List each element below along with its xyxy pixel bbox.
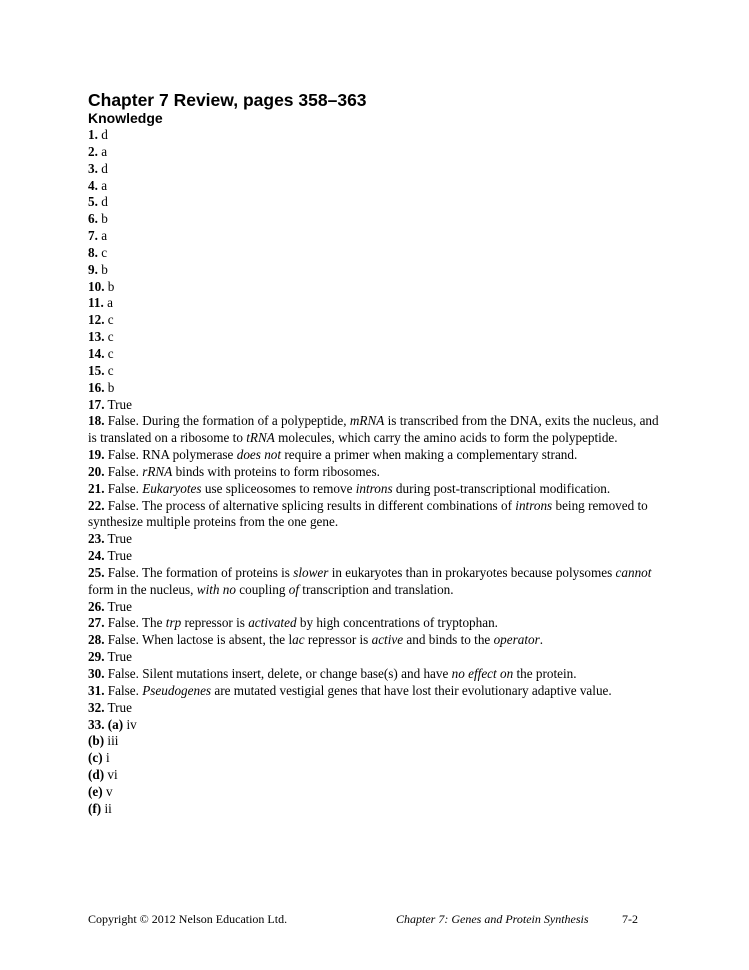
answer-text-italic: of [288, 581, 299, 597]
answer-item [88, 178, 668, 195]
answer-text: vi [104, 767, 118, 783]
answer-text: True [104, 396, 132, 412]
answer-number: 5. [88, 194, 98, 210]
answer-number: 7. [88, 228, 98, 244]
answer-text: transcription and translation. [299, 581, 454, 597]
answer-number: 3. [88, 160, 98, 176]
answer-item [88, 464, 668, 481]
answer-text: and binds to the [403, 632, 494, 648]
answer-text: c [104, 362, 114, 378]
answer-text: i [102, 750, 110, 766]
answer-item [88, 363, 668, 380]
page-title: Chapter 7 Review, pages 358–363 [88, 90, 367, 110]
answer-number: 10. [88, 278, 105, 294]
answer-number: 11. [88, 295, 104, 311]
answer-text: require a primer when making a complementary strand. [281, 447, 578, 463]
answer-text: False. The process of alternative splicing results in different combinations of [104, 497, 516, 513]
answer-item [88, 632, 668, 649]
answer-number: 16. [88, 379, 105, 395]
answer-item [88, 733, 668, 750]
answer-text: repressor is [304, 632, 372, 648]
footer-copyright: Copyright © 2012 Nelson Education Ltd. [88, 912, 288, 926]
answer-item [88, 413, 668, 447]
answer-item [88, 144, 668, 161]
answer-text: v [102, 783, 113, 799]
answer-text: True [104, 598, 132, 614]
answer-item [88, 447, 668, 464]
answer-text-italic: Eukaryotes [142, 480, 202, 496]
answer-item [88, 700, 668, 717]
answer-item [88, 380, 668, 397]
answer-text-italic: introns [515, 497, 553, 513]
footer-chapter: Chapter 7: Genes and Protein Synthesis [396, 912, 589, 926]
answer-text-italic: no effect on [451, 666, 514, 681]
answer-text: d [97, 194, 108, 210]
answer-text: a [103, 295, 113, 311]
answer-text-italic: activated [248, 615, 297, 631]
answer-text-italic: operator [493, 632, 540, 648]
answer-number: 4. [88, 177, 98, 193]
answer-number: (f) [88, 800, 102, 816]
answer-text: molecules, which carry the amino acids to form the polypeptide. [274, 430, 618, 446]
answer-item [88, 683, 668, 700]
answer-item [88, 161, 668, 178]
answer-number: 6. [88, 211, 98, 227]
answer-number: 25. [88, 564, 105, 580]
answer-item [88, 750, 668, 767]
answer-text: during post-transcriptional modification. [392, 480, 611, 496]
answer-item [88, 228, 668, 245]
answer-text: False. The formation of proteins is [104, 564, 294, 580]
answer-item [88, 784, 668, 801]
answer-item [88, 329, 668, 346]
answer-item [88, 346, 668, 363]
answer-text-italic: trp [165, 615, 182, 631]
section-heading: Knowledge [88, 110, 163, 126]
answer-text: False. The [104, 615, 166, 631]
answer-item [88, 531, 668, 548]
answer-text: True [104, 699, 132, 715]
answer-number: 27. [88, 615, 105, 631]
answer-text: a [97, 228, 108, 244]
answer-number: 14. [88, 345, 105, 361]
answer-number: 22. [88, 497, 105, 513]
answer-text: in eukaryotes than in prokaryotes because polysomes [328, 564, 616, 580]
answer-text: . [539, 632, 544, 648]
answer-text-italic: mRNA [349, 413, 385, 429]
answer-item [88, 666, 668, 683]
answer-text: d [97, 127, 108, 142]
answer-number: 26. [88, 598, 105, 614]
answer-item [88, 211, 668, 228]
answer-number: 33. (a) [88, 716, 124, 732]
answer-text-italic: slower [293, 564, 329, 580]
answer-item [88, 717, 668, 734]
answer-item [88, 801, 668, 818]
answer-item [88, 312, 668, 329]
answer-item [88, 279, 668, 296]
answer-item [88, 127, 668, 144]
answer-text: False. When lactose is absent, the l [104, 632, 293, 648]
answer-text: repressor is [181, 615, 249, 631]
answer-list [88, 127, 668, 818]
answer-text: is transcribed from the DNA, exits the nucleus, and is translated on a ribosome to [88, 413, 659, 446]
answer-text: are mutated vestigial genes that have lost their evolutionary adaptive value. [211, 682, 612, 698]
answer-number: 19. [88, 447, 105, 463]
answer-text: c [97, 244, 108, 260]
answer-number: (b) [88, 733, 105, 749]
answer-text-italic: active [371, 632, 404, 648]
answer-item [88, 481, 668, 498]
answer-number: 1. [88, 127, 98, 142]
answer-text: d [97, 160, 108, 176]
answer-item [88, 397, 668, 414]
answer-item [88, 245, 668, 262]
answer-number: (e) [88, 783, 103, 799]
answer-text: False. [104, 463, 143, 479]
answer-text: c [104, 345, 114, 361]
answer-item [88, 767, 668, 784]
answer-text: a [97, 143, 108, 159]
answer-text: being removed to synthesize multiple proteins from the one gene. [88, 497, 648, 530]
answer-text: b [104, 379, 115, 395]
answer-number: 29. [88, 649, 105, 665]
answer-number: 23. [88, 531, 105, 547]
answer-text: c [104, 329, 114, 345]
answer-item [88, 262, 668, 279]
answer-item [88, 295, 668, 312]
answer-text: False. During the formation of a polypeptide, [104, 413, 350, 429]
answer-text-italic: ac [292, 632, 305, 648]
answer-number: 21. [88, 480, 105, 496]
answer-text: iii [104, 733, 119, 749]
answer-text-italic: cannot [615, 564, 652, 580]
answer-text-italic: rRNA [142, 463, 173, 479]
answer-text-italic: Pseudogenes [142, 682, 212, 698]
answer-number: 15. [88, 362, 105, 378]
answer-text: binds with proteins to form ribosomes. [172, 463, 380, 479]
answer-text: True [104, 531, 132, 547]
answer-item [88, 649, 668, 666]
answer-text: a [97, 177, 108, 193]
answer-text-italic: tRNA [246, 430, 275, 446]
answer-text: by high concentrations of tryptophan. [296, 615, 498, 631]
answer-item [88, 615, 668, 632]
answer-text: True [104, 548, 132, 564]
answer-number: 9. [88, 261, 98, 277]
answer-item [88, 599, 668, 616]
answer-number: (d) [88, 767, 105, 783]
answer-number: (c) [88, 750, 103, 766]
answer-text: False. [104, 682, 143, 698]
answer-text: b [104, 278, 115, 294]
answer-text-italic: introns [355, 480, 393, 496]
answer-number: 18. [88, 413, 105, 429]
answer-number: 12. [88, 312, 105, 328]
answer-number: 17. [88, 396, 105, 412]
answer-text: b [97, 211, 108, 227]
answer-item [88, 498, 668, 532]
answer-text: coupling [235, 581, 289, 597]
answer-text: the protein. [513, 666, 577, 681]
answer-text-italic: with no [196, 581, 236, 597]
answer-number: 20. [88, 463, 105, 479]
answer-text: b [97, 261, 108, 277]
answer-number: 28. [88, 632, 105, 648]
answer-item [88, 565, 668, 599]
answer-number: 30. [88, 666, 105, 681]
answer-text: False. RNA polymerase [104, 447, 237, 463]
answer-item [88, 548, 668, 565]
answer-number: 32. [88, 699, 105, 715]
answer-number: 13. [88, 329, 105, 345]
answer-text: use spliceosomes to remove [201, 480, 356, 496]
answer-text: True [104, 649, 132, 665]
answer-number: 31. [88, 682, 105, 698]
document-body [88, 90, 668, 818]
answer-number: 8. [88, 244, 98, 260]
answer-item [88, 194, 668, 211]
answer-text: iv [123, 716, 137, 732]
page-number: 7-2 [622, 912, 638, 926]
answer-text: False. Silent mutations insert, delete, or change base(s) and have [104, 666, 452, 681]
answer-text: False. [104, 480, 143, 496]
answer-number: 24. [88, 548, 105, 564]
answer-number: 2. [88, 143, 98, 159]
answer-text: form in the nucleus, [88, 581, 197, 597]
answer-text-italic: does not [236, 447, 282, 463]
answer-text: c [104, 312, 114, 328]
answer-text: ii [101, 800, 112, 816]
